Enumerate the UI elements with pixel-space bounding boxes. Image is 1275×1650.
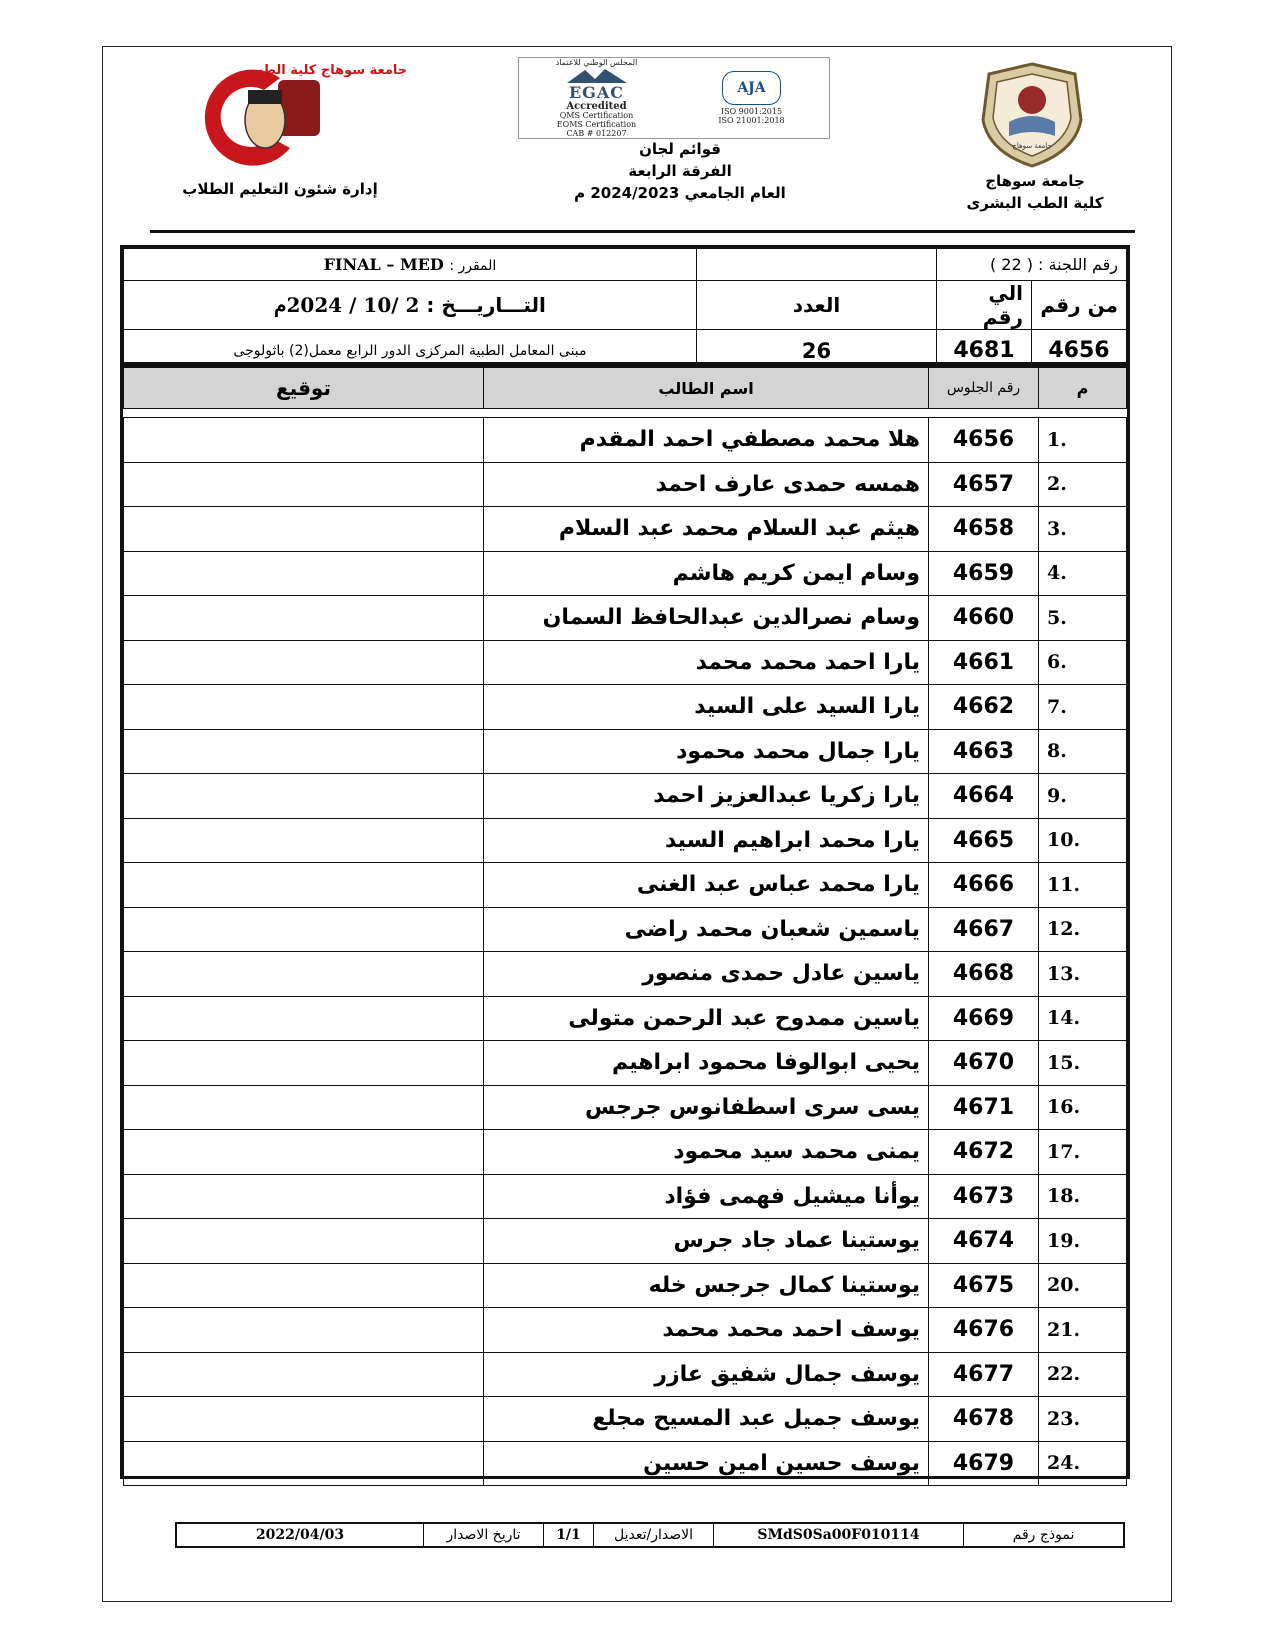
signature-cell [124,685,484,730]
issue-date-label: تاريخ الاصدار [424,1524,544,1547]
title-year: الفرقة الرابعة [628,162,732,180]
seat-number: 4667 [929,907,1039,952]
department-name: إدارة شئون التعليم الطلاب [182,180,378,198]
seat-number: 4678 [929,1397,1039,1442]
row-number: 16. [1039,1085,1127,1130]
table-row [124,1263,1127,1308]
row-number: 19. [1039,1219,1127,1264]
faculty-logo [160,60,408,170]
row-number: 21. [1039,1308,1127,1353]
seat-number: 4671 [929,1085,1039,1130]
seat-number: 4676 [929,1308,1039,1353]
student-name: يارا احمد محمد محمد [484,640,929,685]
seat-number: 4661 [929,640,1039,685]
table-row [124,1441,1127,1486]
student-name: يوسف حسين امين حسين [484,1441,929,1486]
row-number: 2. [1039,462,1127,507]
row-number: 13. [1039,952,1127,997]
row-number: 14. [1039,996,1127,1041]
table-row [124,729,1127,774]
row-number: 8. [1039,729,1127,774]
seat-number: 4659 [929,551,1039,596]
mountain-icon [567,67,627,83]
signature-cell [124,907,484,952]
signature-cell [124,1441,484,1486]
certification-box [518,57,830,139]
signature-cell [124,1352,484,1397]
signature-cell [124,551,484,596]
row-number: 7. [1039,685,1127,730]
seat-number: 4675 [929,1263,1039,1308]
to-number: 4681 [936,330,1031,372]
row-number: 5. [1039,596,1127,641]
course-name: FINAL – MED [323,255,444,274]
table-row [124,551,1127,596]
signature-cell [124,640,484,685]
seat-number: 4677 [929,1352,1039,1397]
table-row [124,996,1127,1041]
student-name: يسى سرى اسطفانوس جرجس [484,1085,929,1130]
table-row [124,863,1127,908]
table-row [124,1397,1127,1442]
row-number: 24. [1039,1441,1127,1486]
table-row [124,1219,1127,1264]
student-name: يوستينا كمال جرجس خله [484,1263,929,1308]
table-row [124,1352,1127,1397]
seat-number: 4662 [929,685,1039,730]
table-row [124,952,1127,997]
title-lists: قوائم لجان [639,140,721,158]
signature-cell [124,1085,484,1130]
form-footer [175,1522,1125,1548]
table-row [124,418,1127,463]
student-name: يارا محمد ابراهيم السيد [484,818,929,863]
seat-number: 4668 [929,952,1039,997]
table-row [124,1174,1127,1219]
student-name: همسه حمدى عارف احمد [484,462,929,507]
seat-number: 4657 [929,462,1039,507]
table-row [124,685,1127,730]
count-label: العدد [696,281,936,330]
signature-cell [124,1130,484,1175]
seat-number: 4666 [929,863,1039,908]
col-header-seat: رقم الجلوس [929,368,1039,409]
student-name: هيثم عبد السلام محمد عبد السلام [484,507,929,552]
student-name: ياسمين شعبان محمد راضى [484,907,929,952]
student-name: يوسف احمد محمد محمد [484,1308,929,1353]
issue-date: 2022/04/03 [177,1524,424,1547]
table-row [124,1130,1127,1175]
student-count: 26 [696,330,936,372]
committee-info [120,245,1130,365]
committee-number: رقم اللجنة : ( 22 ) [936,249,1126,281]
exam-location: مبنى المعامل الطبية المركزى الدور الرابع معمل(2) باثولوجى [124,330,697,372]
signature-cell [124,1308,484,1353]
svg-text:جامعة سوهاج: جامعة سوهاج [1012,142,1052,150]
svg-text:جامعة سوهاج كلية الطب: جامعة سوهاج كلية الطب [250,63,408,78]
table-row [124,774,1127,819]
table-row [124,1085,1127,1130]
table-row [124,818,1127,863]
header-divider [150,230,1135,233]
row-number: 11. [1039,863,1127,908]
table-row [124,1041,1127,1086]
from-label: من رقم [1032,281,1127,330]
student-name: هلا محمد مصطفي احمد المقدم [484,418,929,463]
title-academic-year: العام الجامعي 2024/2023 م [574,184,786,202]
student-name: يوأنا ميشيل فهمى فؤاد [484,1174,929,1219]
document-titles [520,138,840,204]
table-row [124,907,1127,952]
course-cell: المقرر : FINAL – MED [124,249,697,281]
student-name: يوستينا عماد جاد جرس [484,1219,929,1264]
row-number: 15. [1039,1041,1127,1086]
row-number: 6. [1039,640,1127,685]
seat-number: 4664 [929,774,1039,819]
row-number: 10. [1039,818,1127,863]
signature-cell [124,596,484,641]
egac-logo: المجلس الوطني للاعتماد EGAC Accredited QMS Certification EOMS Certification CAB # 012207 [555,58,638,138]
student-name: يارا محمد عباس عبد الغنى [484,863,929,908]
table-row [124,596,1127,641]
row-number: 18. [1039,1174,1127,1219]
row-number: 1. [1039,418,1127,463]
students-table [120,364,1130,1479]
to-label: الي رقم [936,281,1031,330]
version: 1/1 [544,1524,594,1547]
signature-cell [124,1219,484,1264]
row-number: 20. [1039,1263,1127,1308]
blank-cell [696,249,936,281]
signature-cell [124,863,484,908]
seat-number: 4665 [929,818,1039,863]
signature-cell [124,1174,484,1219]
col-header-name: اسم الطالب [484,368,929,409]
signature-cell [124,462,484,507]
seat-number: 4669 [929,996,1039,1041]
from-number: 4656 [1032,330,1127,372]
table-row [124,640,1127,685]
student-name: يوسف جميل عبد المسيح مجلع [484,1397,929,1442]
seat-number: 4674 [929,1219,1039,1264]
table-row [124,1308,1127,1353]
row-number: 9. [1039,774,1127,819]
form-number-label: نموذج رقم [964,1524,1124,1547]
seat-number: 4660 [929,596,1039,641]
exam-date: 2 /10 / 2024م [274,293,420,317]
signature-cell [124,507,484,552]
student-name: يارا زكريا عبدالعزيز احمد [484,774,929,819]
student-name: يارا السيد على السيد [484,685,929,730]
signature-cell [124,418,484,463]
row-number: 23. [1039,1397,1127,1442]
student-name: ياسين عادل حمدى منصور [484,952,929,997]
signature-cell [124,818,484,863]
signature-cell [124,996,484,1041]
seat-number: 4670 [929,1041,1039,1086]
students-rows [124,418,1127,1486]
col-header-sign: توقيع [124,368,484,409]
student-name: وسام ايمن كريم هاشم [484,551,929,596]
row-number: 12. [1039,907,1127,952]
seat-number: 4658 [929,507,1039,552]
signature-cell [124,729,484,774]
row-number: 17. [1039,1130,1127,1175]
seat-number: 4673 [929,1174,1039,1219]
col-header-no: م [1039,368,1127,409]
version-label: الاصدار/تعديل [594,1524,714,1547]
seat-number: 4679 [929,1441,1039,1486]
row-number: 22. [1039,1352,1127,1397]
student-name: وسام نصرالدين عبدالحافظ السمان [484,596,929,641]
row-number: 3. [1039,507,1127,552]
student-name: يارا جمال محمد محمود [484,729,929,774]
seat-number: 4656 [929,418,1039,463]
student-name: يوسف جمال شفيق عازر [484,1352,929,1397]
date-cell: التـــاريـــخ : 2 /10 / 2024م [124,281,697,330]
student-name: ياسين ممدوح عبد الرحمن متولى [484,996,929,1041]
signature-cell [124,1263,484,1308]
table-row [124,462,1127,507]
university-name: جامعة سوهاج كلية الطب البشرى [966,172,1104,212]
seat-number: 4663 [929,729,1039,774]
student-name: يمنى محمد سيد محمود [484,1130,929,1175]
aja-logo: AJA ISO 9001:2015 ISO 21001:2018 [674,58,829,138]
university-seal [975,60,1090,170]
signature-cell [124,952,484,997]
signature-cell [124,1397,484,1442]
signature-cell [124,1041,484,1086]
seat-number: 4672 [929,1130,1039,1175]
signature-cell [124,774,484,819]
table-row [124,507,1127,552]
row-number: 4. [1039,551,1127,596]
form-number: SMdS0Sa00F010114 [714,1524,964,1547]
student-name: يحيى ابوالوفا محمود ابراهيم [484,1041,929,1086]
